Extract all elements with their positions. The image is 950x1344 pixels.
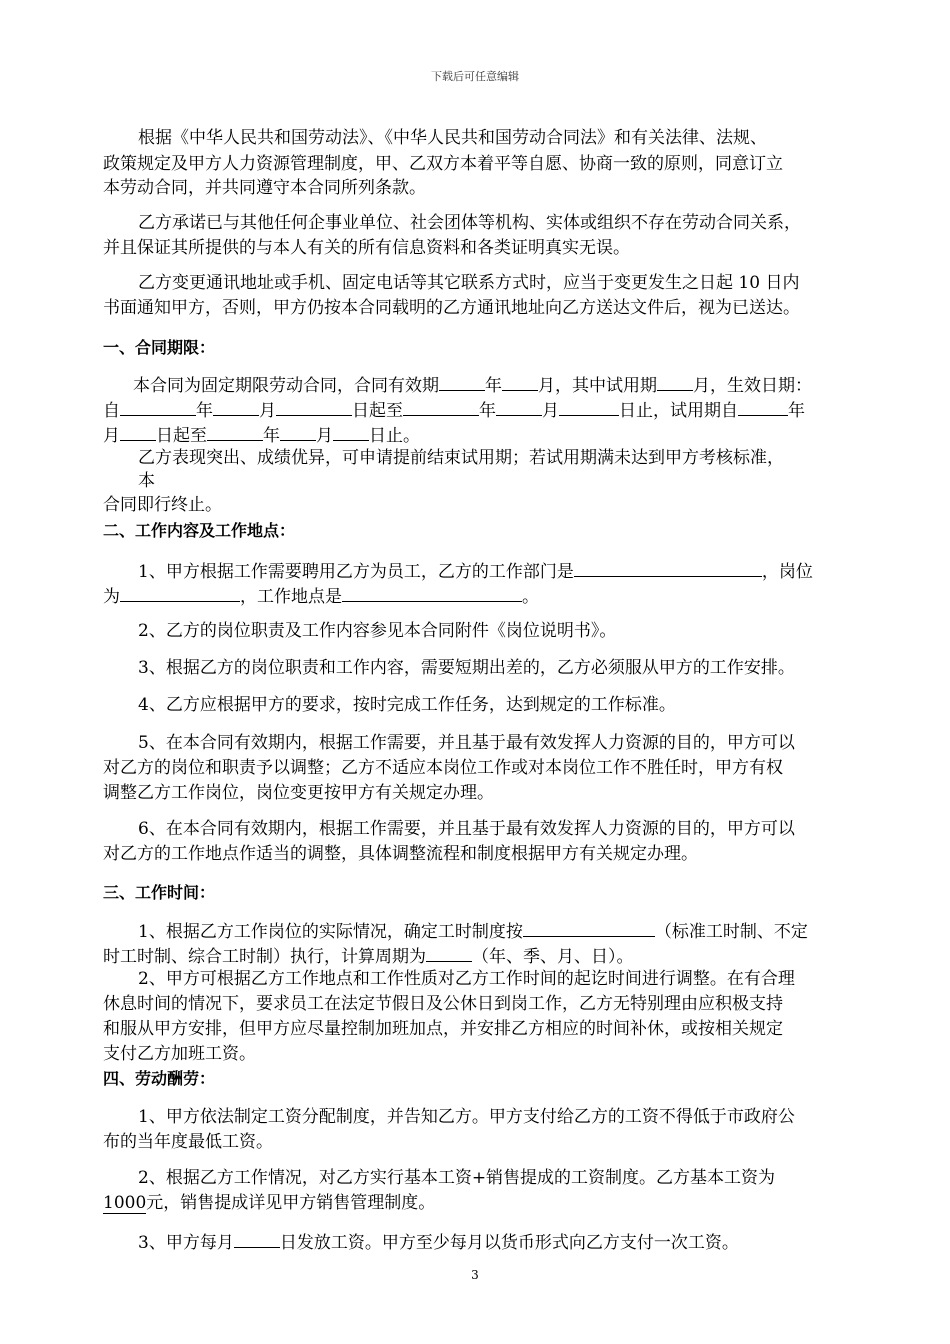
blank-field <box>426 943 472 962</box>
blank-field <box>120 583 240 602</box>
blank-field <box>523 918 655 937</box>
text: ，工作地点是 <box>240 587 342 607</box>
text: 月 <box>316 426 333 446</box>
blank-field <box>276 397 352 416</box>
blank-field <box>280 422 316 441</box>
paragraph-line <box>133 372 812 394</box>
text: 年 <box>263 426 280 446</box>
text: 日止，试用期自 <box>619 401 738 421</box>
paragraph-line: 政策规定及甲方人力资源管理制度，甲、乙双方本着平等自愿、协商一致的原则，同意订立 <box>103 154 783 174</box>
text: 日止。 <box>369 426 420 446</box>
paragraph-line: 和服从甲方安排，但甲方应尽量控制加班加点，并安排乙方相应的时间补休，或按相关规定 <box>103 1019 783 1039</box>
blank-field <box>207 422 263 441</box>
blank-field <box>657 372 693 391</box>
text: 1、根据乙方工作岗位的实际情况，确定工时制度按 <box>138 922 523 942</box>
text: 月，生效日期： <box>693 376 812 396</box>
text: 年 <box>485 376 502 396</box>
text: 3、甲方每月 <box>138 1233 234 1253</box>
text: 为 <box>103 587 120 607</box>
text: 自 <box>103 401 120 421</box>
text: 本合同为固定期限劳动合同，合同有效期 <box>133 376 439 396</box>
text: 。 <box>522 587 539 607</box>
paragraph-line: 6、在本合同有效期内，根据工作需要，并且基于最有效发挥人力资源的目的，甲方可以 <box>138 819 795 839</box>
text: 元，销售提成详见甲方销售管理制度。 <box>146 1193 436 1213</box>
paragraph-line: 2、乙方的岗位职责及工作内容参见本合同附件《岗位说明书》。 <box>138 621 617 641</box>
paragraph-line: 调整乙方工作岗位，岗位变更按甲方有关规定办理。 <box>103 783 494 803</box>
text: （年、季、月、日）。 <box>472 947 634 967</box>
paragraph-line: 乙方承诺已与其他任何企事业单位、社会团体等机构、实体或组织不存在劳动合同关系， <box>138 213 801 233</box>
paragraph-line: 本 <box>138 471 155 491</box>
paragraph-line <box>103 1192 435 1214</box>
text: 年 <box>788 401 805 421</box>
paragraph-line: 1、甲方依法制定工资分配制度，并告知乙方。甲方支付给乙方的工资不得低于市政府公 <box>138 1107 795 1127</box>
text: 1、甲方根据工作需要聘用乙方为员工，乙方的工作部门是 <box>138 562 574 582</box>
paragraph-line: 布的当年度最低工资。 <box>103 1132 273 1152</box>
paragraph-line <box>103 397 805 419</box>
text: 年 <box>479 401 496 421</box>
section-heading: 二、工作内容及工作地点： <box>103 521 296 540</box>
paragraph-line <box>103 422 420 444</box>
blank-field <box>120 397 196 416</box>
paragraph-line: 根据《中华人民共和国劳动法》、《中华人民共和国劳动合同法》和有关法律、法规、 <box>138 128 767 148</box>
paragraph-line: 乙方表现突出、成绩优异，可申请提前结束试用期；若试用期满未达到甲方考核标准， <box>138 448 784 468</box>
blank-field <box>403 397 479 416</box>
paragraph-line: 并且保证其所提供的与本人有关的所有信息资料和各类证明真实无误。 <box>103 238 630 258</box>
text: 日起至 <box>156 426 207 446</box>
text: 月 <box>542 401 559 421</box>
paragraph-line <box>103 583 539 605</box>
text: 月 <box>103 426 120 446</box>
blank-field <box>213 397 259 416</box>
paragraph-line: 对乙方的岗位和职责予以调整；乙方不适应本岗位工作或对本岗位工作不胜任时，甲方有权 <box>103 758 783 778</box>
paragraph-line <box>138 1229 739 1251</box>
blank-field <box>738 397 788 416</box>
section-heading: 四、劳动酬劳： <box>103 1069 216 1088</box>
text: 日发放工资。甲方至少每月以货币形式向乙方支付一次工资。 <box>279 1233 739 1253</box>
blank-field <box>333 422 369 441</box>
paragraph-line <box>138 918 808 940</box>
blank-field <box>496 397 542 416</box>
text: 时工时制、综合工时制）执行，计算周期为 <box>103 947 426 967</box>
salary-value: 1000 <box>103 1193 147 1213</box>
page-header: 下载后可任意编辑 <box>431 70 519 83</box>
blank-field <box>439 372 485 391</box>
paragraph-line: 支付乙方加班工资。 <box>103 1044 256 1064</box>
paragraph-line: 5、在本合同有效期内，根据工作需要，并且基于最有效发挥人力资源的目的，甲方可以 <box>138 733 795 753</box>
paragraph-line: 乙方变更通讯地址或手机、固定电话等其它联系方式时，应当于变更发生之日起 10 日内 <box>138 273 800 293</box>
paragraph-line: 书面通知甲方，否则，甲方仍按本合同载明的乙方通讯地址向乙方送达文件后，视为已送达。 <box>103 298 800 318</box>
paragraph-line: 3、根据乙方的岗位职责和工作内容，需要短期出差的，乙方必须服从甲方的工作安排。 <box>138 658 795 678</box>
paragraph-line <box>103 943 634 965</box>
text: 月，其中试用期 <box>538 376 657 396</box>
blank-field <box>234 1229 280 1248</box>
text: 月 <box>259 401 276 421</box>
text: 年 <box>196 401 213 421</box>
paragraph-line <box>138 558 813 580</box>
text: （标准工时制、不定 <box>654 922 808 942</box>
paragraph-line: 4、乙方应根据甲方的要求，按时完成工作任务，达到规定的工作标准。 <box>138 695 676 715</box>
page-number: 3 <box>471 1268 479 1282</box>
blank-field <box>559 397 619 416</box>
blank-field <box>342 583 522 602</box>
section-heading: 三、工作时间： <box>103 883 216 902</box>
paragraph-line: 合同即行终止。 <box>103 495 222 515</box>
paragraph-line: 2、甲方可根据乙方工作地点和工作性质对乙方工作时间的起讫时间进行调整。在有合理 <box>138 969 795 989</box>
text: 日起至 <box>352 401 403 421</box>
section-heading: 一、合同期限： <box>103 338 216 357</box>
blank-field <box>574 558 762 577</box>
paragraph-line: 休息时间的情况下，要求员工在法定节假日及公休日到岗工作，乙方无特别理由应积极支持 <box>103 994 783 1014</box>
blank-field <box>120 422 156 441</box>
paragraph-line: 2、根据乙方工作情况，对乙方实行基本工资+销售提成的工资制度。乙方基本工资为 <box>138 1168 776 1188</box>
paragraph-line: 对乙方的工作地点作适当的调整，具体调整流程和制度根据甲方有关规定办理。 <box>103 844 698 864</box>
blank-field <box>502 372 538 391</box>
paragraph-line: 本劳动合同，并共同遵守本合同所列条款。 <box>103 178 426 198</box>
text: ，岗位 <box>761 562 813 582</box>
